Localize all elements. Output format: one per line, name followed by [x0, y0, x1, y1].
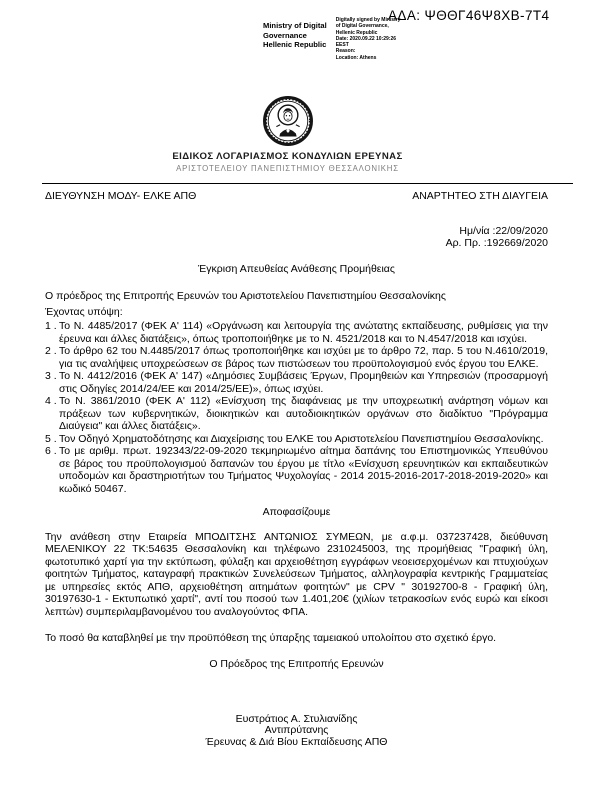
ministry-line: Hellenic Republic	[263, 40, 327, 50]
list-item-number: 1 .	[45, 320, 57, 332]
list-item-number: 3 .	[45, 370, 57, 382]
having-regard-label: Έχοντας υπόψη:	[45, 305, 123, 318]
organization-name: ΕΙΔΙΚΟΣ ΛΟΓΑΡΙΑΣΜΟΣ ΚΟΝΔΥΛΙΩΝ ΕΡΕΥΝΑΣ	[172, 151, 403, 162]
list-item	[45, 370, 548, 395]
department-label: ΔΙΕΥΘΥΝΣΗ ΜΟΔΥ- ΕΛΚΕ ΑΠΘ	[45, 190, 197, 202]
list-item-text: Το με αριθμ. πρωτ. 192343/22-09-2020 τεκμηριωμένο αίτημα δαπάνης του Επιστημονικώς Υπευθύνου σε βάρος του προϋπολογισμού δαπανών του έργου με τίτλο «Ενίσχυση ερευνητικών και εκπαιδευτικών υποδομών και δραστηριοτήτων του Τμήματος Ψυχολογίας - 2014 2015-2016-2017-2018-2019-2020» και κωδικό 50467.	[59, 445, 548, 495]
header-row	[45, 190, 548, 203]
signature-line: Hellenic Republic	[335, 29, 378, 36]
list-item	[45, 433, 548, 446]
list-item	[45, 345, 548, 370]
document-title: Έγκριση Απευθείας Ανάθεσης Προμήθειας	[198, 262, 395, 275]
list-item-text: Το Ν. 3861/2010 (ΦΕΚ Α' 112) «Ενίσχυση της διαφάνειας με την υποχρεωτική ανάρτηση νόμων και πράξεων των κυβερνητικών, διοικητικών και αυτοδιοικητικών οργάνων στο διαδίκτυο "Πρόγραμμα Διαύγεια" και άλλες διατάξεις».	[59, 395, 548, 432]
signer-role: Αντιπρύτανης	[264, 724, 329, 737]
list-item	[45, 320, 548, 345]
list-item	[45, 395, 548, 433]
legal-basis-list	[45, 320, 548, 495]
ada-code: ΑΔΑ: ΨΘΘΓ46Ψ8ΧΒ-7Τ4	[388, 8, 550, 23]
list-item-text: Το Ν. 4485/2017 (ΦΕΚ Α' 114) «Οργάνωση και λειτουργία της ανώτατης εκπαίδευσης, ρυθμίσεις για την έρευνα και άλλες διατάξεις», όπως τροποποιήθηκε με το Ν. 4521/2018 και το Ν.4547/2018 και ισχύει.	[59, 320, 548, 345]
signature-line: Digitally signed by Ministry	[335, 17, 401, 23]
date-line: Ημ/νία :22/09/2020	[459, 224, 548, 237]
decision-heading: Αποφασίζουμε	[262, 506, 331, 518]
list-item-number: 5 .	[45, 432, 57, 445]
document-body	[45, 183, 548, 645]
intro-paragraph: Ο πρόεδρος της Επιτροπής Ερευνών του Αριστοτελείου Πανεπιστημίου Θεσσαλονίκης	[45, 290, 446, 302]
signer-name: Ευστράτιος Α. Στυλιανίδης	[235, 713, 358, 725]
university-seal-icon	[262, 95, 314, 147]
signature-line: Date: 2020.09.22 10:29:26	[335, 35, 397, 42]
ministry-name	[263, 17, 327, 61]
letterhead	[0, 95, 575, 174]
signature-block	[45, 714, 548, 748]
publication-label: ΑΝΑΡΤΗΤΕΟ ΣΤΗ ΔΙΑΥΓΕΙΑ	[412, 190, 548, 202]
list-item	[45, 445, 548, 495]
signature-line: of Digital Governance,	[335, 23, 389, 30]
header-divider	[42, 183, 573, 184]
payment-note: Το ποσό θα καταβληθεί με την προϋπόθεση της ύπαρξης ταμειακού υπολοίπου στο σχετικό έργο.	[45, 632, 497, 644]
president-role-line: Ο Πρόεδρος της Επιτροπής Ερευνών	[209, 658, 384, 670]
list-item-text: Το Ν. 4412/2016 (ΦΕΚ Α' 147) «Δημόσιες Συμβάσεις Έργων, Προμηθειών και Υπηρεσιών (προσαρμογή στις Οδηγίες 2014/24/ΕΕ και 2014/25/ΕΕ)», όπως ισχύει.	[59, 370, 548, 395]
list-item-number: 6 .	[45, 445, 57, 457]
signature-line: EEST	[335, 42, 349, 49]
ministry-line: Ministry of Digital	[263, 21, 327, 30]
ministry-line: Governance	[263, 30, 307, 40]
list-item-text: Τον Οδηγό Χρηματοδότησης και Διαχείρισης του ΕΛΚΕ του Αριστοτελείου Πανεπιστημίου Θεσσαλονίκης.	[59, 432, 544, 445]
digital-signature-stamp	[263, 17, 400, 61]
date-protocol-block	[45, 225, 548, 250]
signer-office: Έρευνας & Διά Βίου Εκπαίδευσης ΑΠΘ	[205, 735, 388, 748]
protocol-line: Αρ. Πρ. :192669/2020	[445, 237, 548, 249]
list-item-text: Το άρθρο 62 του Ν.4485/2017 όπως τροποποιήθηκε και ισχύει με το άρθρο 72, παρ. 5 του Ν.4610/2019, για τις αναλήψεις υποχρεώσεων σε βάρος των πιστώσεων του προϋπολογισμού ενός έργου του ΕΛΚΕ.	[59, 345, 548, 370]
university-name: ΑΡΙΣΤΟΤΕΛΕΙΟΥ ΠΑΝΕΠΙΣΤΗΜΙΟΥ ΘΕΣΣΑΛΟΝΙΚΗΣ	[176, 163, 399, 173]
list-item-number: 4 .	[45, 395, 57, 407]
decision-paragraph: Την ανάθεση στην Εταιρεία ΜΠΟΔΙΤΣΗΣ ΑΝΤΩΝΙΟΣ ΣΥΜΕΩΝ, με α.φ.μ. 037237428, διεύθυνση ΜΕΛΕΝΙΚΟΥ 22 ΤΚ:54635 Θεσσαλονίκη και τηλέφωνο 2310245003, της προμήθειας "Γραφική ύλη, φωτοτυπικό χαρτί για την εκτύπωση, φύλαξη και αρχειοθέτηση εγγράφων νεοεισερχομένων και πτυχιούχων φοιτητών Τμήματος, καταγραφή πρακτικών Συνελεύσεων Τμήματος, αλληλογραφία κεντρικής Γραμματείας με υπηρεσίες εκτός ΑΠΘ, αρχειοθέτηση αιτημάτων φοιτητών" με CPV " 30192700-8 - Γραφική ύλη, 30197630-1 - Εκτυπωτικό χαρτί", αντί του ποσού των 1.401,20€ (χιλίων τετρακοσίων ενός ευρώ και είκοσι λεπτών) συμπεριλαμβανομένου του αναλογούντος ΦΠΑ.	[45, 530, 548, 618]
signature-line: Location: Athens	[335, 54, 377, 61]
list-item-number: 2 .	[45, 345, 57, 357]
signature-line: Reason:	[335, 48, 356, 55]
signature-details	[336, 17, 401, 61]
